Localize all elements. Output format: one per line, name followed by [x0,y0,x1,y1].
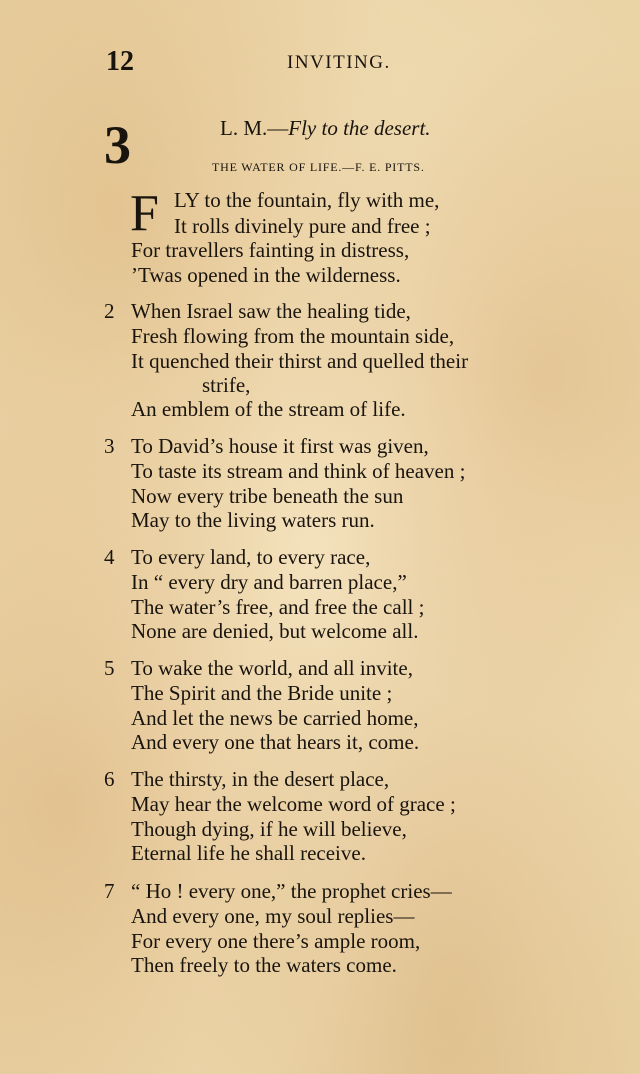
verse-line: It rolls divinely pure and free ; [174,214,431,238]
verse-line: May hear the welcome word of grace ; [131,792,456,816]
verse-line: And every one that hears it, come. [131,730,420,754]
verse-line: The thirsty, in the desert place, [131,767,390,791]
verse-line: Now every tribe beneath the sun [131,484,404,508]
verse-line: None are denied, but welcome all. [131,619,419,643]
verse-line: The water’s free, and free the call ; [131,595,425,619]
verse-line: Eternal life he shall receive. [131,841,366,865]
verse-line: May to the living waters run. [131,508,375,532]
page-header [0,46,640,78]
verse-number: 7 [104,879,115,903]
hymn-number: 3 [104,115,131,175]
verse-line: When Israel saw the healing tide, [131,299,411,323]
verse-line: In “ every dry and barren place,” [131,570,407,594]
verse-number: 3 [104,434,115,458]
verse-line: To wake the world, and all invite, [131,656,413,680]
verse-line: It quenched their thirst and quelled their [131,349,469,373]
verse-line: To David’s house it first was given, [131,434,429,458]
verse-line: ’Twas opened in the wilderness. [131,263,401,287]
verse-line: For travellers fainting in distress, [131,238,410,262]
verse-line: Though dying, if he will believe, [131,817,407,841]
hymn-meter [220,116,431,141]
verse-number: 4 [104,545,115,569]
verse-number: 2 [104,299,115,323]
verse-line: “ Ho ! every one,” the prophet cries— [131,879,452,903]
running-title: INVITING. [287,52,391,73]
drop-cap: F [130,185,159,242]
verse-line: And let the news be carried home, [131,706,419,730]
verse-line: The Spirit and the Bride unite ; [131,681,393,705]
verse-line: LY to the fountain, fly with me, [174,188,440,212]
verse-line: Then freely to the waters come. [131,953,397,977]
verse-line: To every land, to every race, [131,545,371,569]
meter-label: L. M.— [220,116,289,140]
verse-line: Fresh flowing from the mountain side, [131,324,455,348]
verse-line: strife, [202,373,251,397]
verse-number: 6 [104,767,115,791]
verse-line: An emblem of the stream of life. [131,397,406,421]
verse-line: To taste its stream and think of heaven ; [131,459,466,483]
hymn-subtitle: THE WATER OF LIFE.—F. E. PITTS. [212,160,425,174]
tune-name: Fly to the desert. [288,116,431,140]
verse-number: 5 [104,656,115,680]
verse-line: For every one there’s ample room, [131,929,421,953]
page-number: 12 [106,46,134,77]
verse-line: And every one, my soul replies— [131,904,415,928]
